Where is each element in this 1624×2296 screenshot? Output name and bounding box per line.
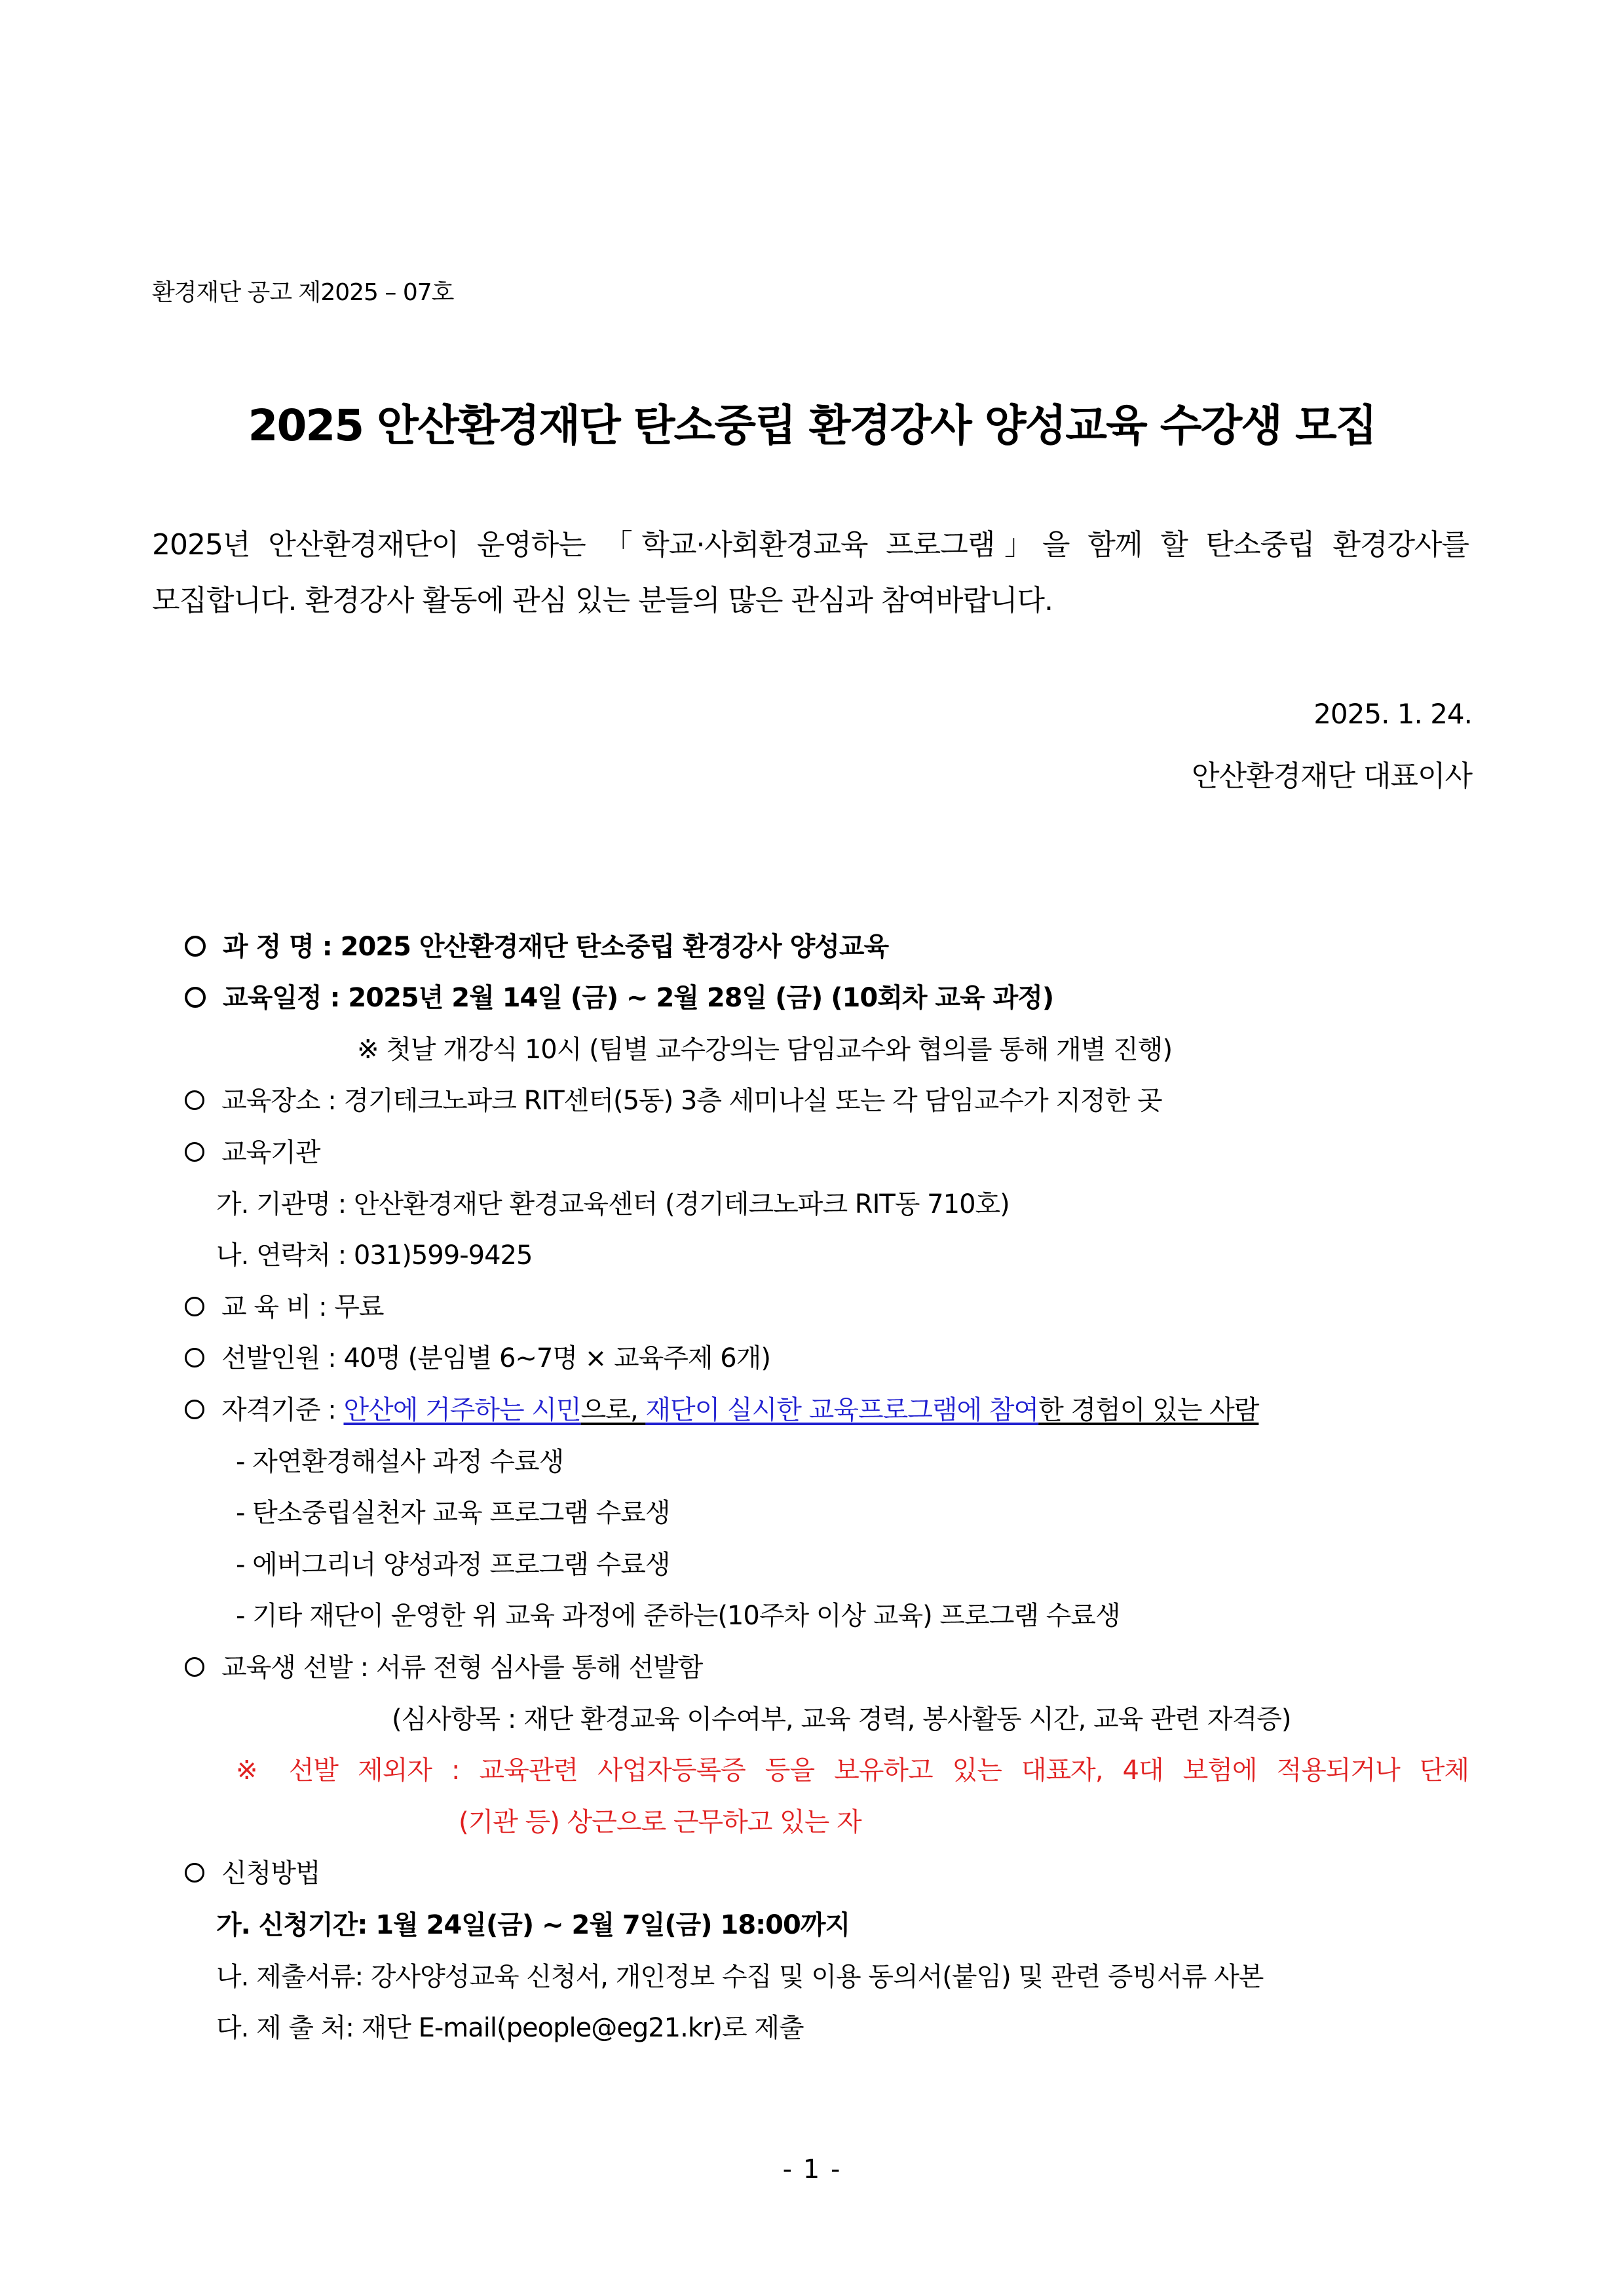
application-destination: 다. 제 출 처: 재단 E-mail(people@eg21.kr)로 제출: [216, 2013, 804, 2043]
application-period: 가. 신청기간: 1월 24일(금) ~ 2월 7일(금) 18:00까지: [216, 1910, 850, 1940]
qualification-item: [185, 1389, 1258, 1426]
circle-bullet-icon: [185, 1297, 204, 1316]
notice-number: 환경재단 공고 제2025 – 07호: [152, 279, 454, 306]
course-name-item: [185, 926, 888, 963]
place-item: [185, 1080, 1162, 1117]
qualification-connector: 으로,: [580, 1395, 646, 1425]
intro-line-1: 2025년 안산환경재단이 운영하는 「학교·사회환경교육 프로그램」을 함께 할 탄소중립 환경강사를: [152, 528, 1469, 562]
document-title: 2025 안산환경재단 탄소중립 환경강사 양성교육 수강생 모집: [248, 400, 1376, 451]
qualification-participation: 재단이 실시한 교육프로그램에 참여: [645, 1395, 1039, 1425]
exclusion-line-2: (기관 등) 상근으로 근무하고 있는 자: [459, 1807, 861, 1837]
selection-note: (심사항목 : 재단 환경교육 이수여부, 교육 경력, 봉사활동 시간, 교육 관련 자격증): [392, 1704, 1291, 1734]
qualification-list-item: - 에버그리너 양성과정 프로그램 수료생: [236, 1550, 670, 1580]
course-name-text: 과 정 명 : 2025 안산환경재단 탄소중립 환경강사 양성교육: [223, 932, 889, 962]
institution-item: [185, 1132, 320, 1169]
quota-text: 선발인원 : 40명 (분임별 6~7명 × 교육주제 6개): [221, 1343, 770, 1373]
selection-text: 교육생 선발 : 서류 전형 심사를 통해 선발함: [221, 1653, 703, 1683]
qualification-list-item: - 기타 재단이 운영한 위 교육 과정에 준하는(10주차 이상 교육) 프로그램 수료생: [236, 1601, 1120, 1631]
qualification-residence: 안산에 거주하는 시민: [343, 1395, 581, 1425]
place-text: 교육장소 : 경기테크노파크 RIT센터(5동) 3층 세미나실 또는 각 담임교수가 지정한 곳: [221, 1086, 1162, 1116]
application-documents: 나. 제출서류: 강사양성교육 신청서, 개인정보 수집 및 이용 동의서(붙임) 및 관련 증빙서류 사본: [216, 1962, 1264, 1992]
fee-item: [185, 1286, 384, 1324]
institution-text: 교육기관: [221, 1138, 320, 1168]
application-item: [185, 1852, 320, 1890]
schedule-note: ※ 첫날 개강식 10시 (팀별 교수강의는 담임교수와 협의를 통해 개별 진행): [357, 1035, 1173, 1065]
page-number: - 1 -: [782, 2154, 842, 2185]
circle-bullet-icon: [185, 1657, 204, 1677]
circle-bullet-icon: [185, 1090, 204, 1110]
qualification-suffix: 한 경험이 있는 사람: [1038, 1395, 1259, 1425]
institution-name: 가. 기관명 : 안산환경재단 환경교육센터 (경기테크노파크 RIT동 710호): [216, 1189, 1010, 1219]
qualification-list-item: - 탄소중립실천자 교육 프로그램 수료생: [236, 1498, 670, 1528]
circle-bullet-icon: [185, 1863, 204, 1883]
circle-bullet-icon: [185, 936, 206, 957]
quota-item: [185, 1337, 770, 1375]
institution-contact: 나. 연락처 : 031)599-9425: [216, 1240, 533, 1271]
issuer-name: 안산환경재단 대표이사: [1191, 759, 1472, 793]
circle-bullet-icon: [185, 987, 206, 1008]
qualification-list-item: - 자연환경해설사 과정 수료생: [236, 1447, 564, 1477]
qualification-prefix: 자격기준 :: [221, 1395, 344, 1425]
circle-bullet-icon: [185, 1400, 204, 1419]
schedule-text: 교육일정 : 2025년 2월 14일 (금) ~ 2월 28일 (금) (10회차 교육 과정): [223, 983, 1054, 1013]
exclusion-line-1: ※ 선발 제외자 : 교육관련 사업자등록증 등을 보유하고 있는 대표자, 4대 보험에 적용되거나 단체: [236, 1755, 1469, 1786]
selection-item: [185, 1647, 702, 1684]
circle-bullet-icon: [185, 1348, 204, 1368]
circle-bullet-icon: [185, 1142, 204, 1162]
issue-date: 2025. 1. 24.: [1313, 698, 1472, 730]
application-text: 신청방법: [221, 1858, 320, 1888]
schedule-item: [185, 977, 1053, 1014]
fee-text: 교 육 비 : 무료: [221, 1292, 384, 1322]
intro-line-2: 모집합니다. 환경강사 활동에 관심 있는 분들의 많은 관심과 참여바랍니다.: [152, 584, 1053, 617]
